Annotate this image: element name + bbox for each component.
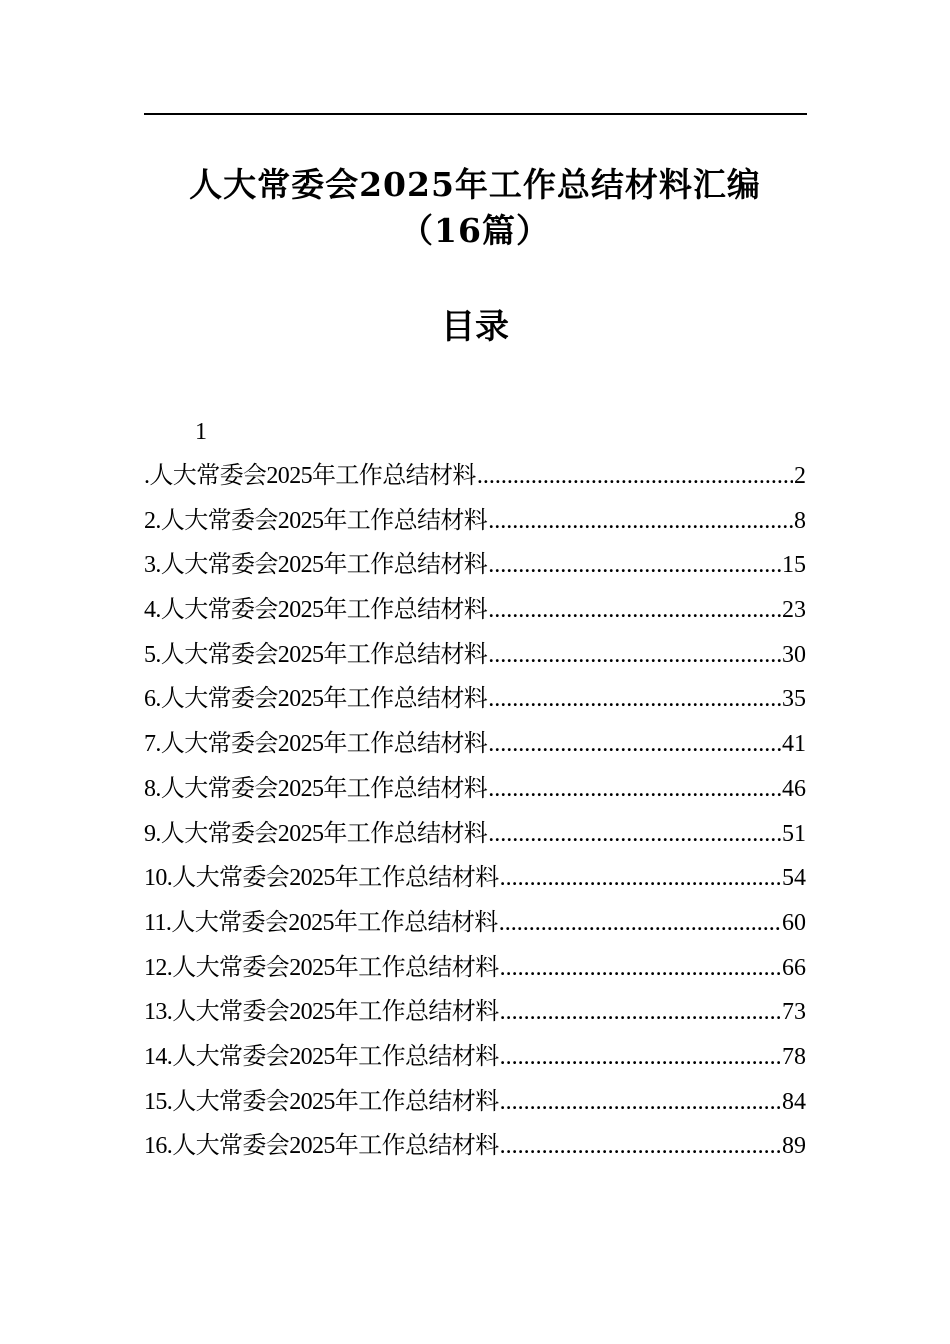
toc-leader-dots	[488, 819, 781, 849]
toc-entry[interactable]	[144, 863, 806, 908]
toc-entry[interactable]	[144, 774, 806, 819]
document-subtitle: （16篇）	[400, 211, 550, 250]
toc-leader-dots	[488, 595, 781, 625]
toc-entry[interactable]	[144, 997, 806, 1042]
toc-entry-title: 10.人大常委会2025年工作总结材料	[144, 865, 499, 892]
toc-entry-page: 51	[782, 820, 806, 847]
toc-entry[interactable]	[144, 684, 806, 729]
toc-entry[interactable]	[144, 461, 806, 506]
toc-entry-page: 89	[782, 1133, 806, 1160]
toc-entry-page: 8	[794, 507, 806, 534]
toc-entry-page: 54	[782, 865, 806, 892]
toc-entry[interactable]	[144, 908, 806, 953]
toc-entry-title: 15.人大常委会2025年工作总结材料	[144, 1088, 499, 1115]
toc-leader-dots	[500, 863, 781, 893]
header-rule	[144, 113, 807, 115]
toc-entry-page: 2	[794, 463, 806, 489]
toc-stray-number: 1	[195, 419, 207, 445]
toc-entry-title: 16.人大常委会2025年工作总结材料	[144, 1133, 499, 1160]
toc-entry-title: 13.人大常委会2025年工作总结材料	[144, 999, 499, 1026]
toc-leader-dots	[488, 506, 793, 536]
toc-entry[interactable]	[144, 550, 806, 595]
toc-entry-title: 9.人大常委会2025年工作总结材料	[144, 820, 488, 847]
document-title: 人大常委会2025年工作总结材料汇编	[189, 165, 761, 204]
toc-entry-title: .人大常委会2025年工作总结材料	[144, 463, 476, 489]
toc-heading: 目录	[441, 307, 509, 347]
toc-entry[interactable]	[144, 1131, 806, 1176]
toc-entry-page: 23	[782, 597, 806, 624]
toc-entry-page: 41	[782, 731, 806, 758]
toc-entry-title: 6.人大常委会2025年工作总结材料	[144, 686, 488, 713]
toc-leader-dots	[477, 461, 793, 491]
toc-entry-page: 46	[782, 775, 806, 802]
toc-leader-dots	[500, 1131, 781, 1161]
toc-entry-title: 4.人大常委会2025年工作总结材料	[144, 597, 488, 624]
toc-leader-dots	[500, 1042, 781, 1072]
toc-entry-title: 12.人大常委会2025年工作总结材料	[144, 954, 499, 981]
toc-entry-page: 78	[782, 1043, 806, 1070]
toc-entry[interactable]	[144, 819, 806, 864]
toc-leader-dots	[488, 684, 781, 714]
toc-entry-title: 11.人大常委会2025年工作总结材料	[144, 909, 498, 936]
toc-entry-page: 30	[782, 641, 806, 668]
toc-entry-title: 8.人大常委会2025年工作总结材料	[144, 775, 488, 802]
toc-entry-title: 14.人大常委会2025年工作总结材料	[144, 1043, 499, 1070]
toc-leader-dots	[488, 640, 781, 670]
toc-entry[interactable]	[144, 729, 806, 774]
toc-entry[interactable]	[144, 595, 806, 640]
toc-leader-dots	[488, 729, 781, 759]
toc-leader-dots	[488, 774, 781, 804]
toc-entry[interactable]	[144, 1042, 806, 1087]
toc-leader-dots	[500, 953, 781, 983]
toc-entry[interactable]	[144, 640, 806, 685]
table-of-contents	[144, 461, 806, 1176]
toc-entry-title: 3.人大常委会2025年工作总结材料	[144, 552, 488, 579]
toc-entry-title: 2.人大常委会2025年工作总结材料	[144, 507, 488, 534]
toc-entry-page: 73	[782, 999, 806, 1026]
toc-entry-page: 66	[782, 954, 806, 981]
toc-entry-page: 15	[782, 552, 806, 579]
toc-entry-title: 5.人大常委会2025年工作总结材料	[144, 641, 488, 668]
toc-entry[interactable]	[144, 506, 806, 551]
toc-entry-title: 7.人大常委会2025年工作总结材料	[144, 731, 488, 758]
toc-leader-dots	[488, 550, 781, 580]
toc-entry-page: 60	[782, 909, 806, 936]
toc-leader-dots	[500, 997, 781, 1027]
toc-entry-page: 35	[782, 686, 806, 713]
toc-leader-dots	[499, 908, 781, 938]
toc-entry[interactable]	[144, 953, 806, 998]
toc-entry-page: 84	[782, 1088, 806, 1115]
toc-entry[interactable]	[144, 1087, 806, 1132]
toc-leader-dots	[500, 1087, 781, 1117]
